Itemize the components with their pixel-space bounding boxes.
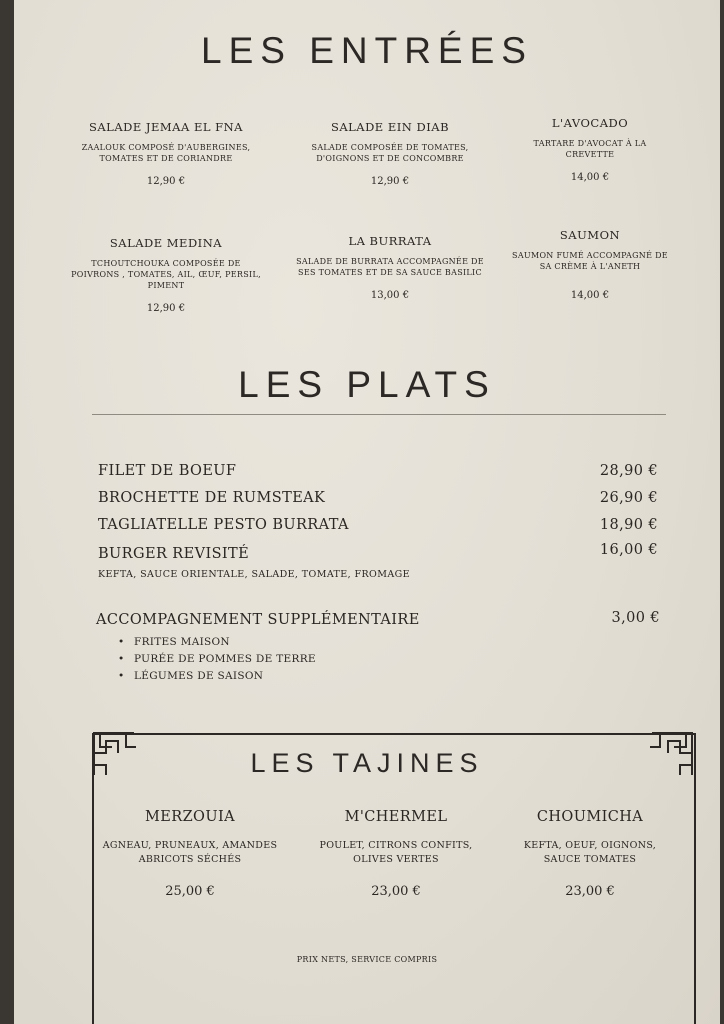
tajine-price: 23,00 € <box>565 884 615 899</box>
tajine-name: M'CHERMEL <box>344 809 448 825</box>
tajine-desc-line: ABRICOTS SÉCHÉS <box>138 854 242 865</box>
entree-item <box>490 228 690 301</box>
entree-item <box>290 234 490 301</box>
entree-desc: ZAALOUK COMPOSÉ D'AUBERGINES, TOMATES ET DE CORIANDRE <box>81 143 251 163</box>
extra-options <box>118 636 316 687</box>
entrees-title: LES ENTRÉES <box>201 30 533 71</box>
plats-title: LES PLATS <box>238 364 496 405</box>
plat-price: 26,90 € <box>599 490 658 506</box>
tajine-desc <box>90 839 290 867</box>
entree-desc: SALADE COMPOSÉE DE TOMATES, D'OIGNONS ET DE CONCOMBRE <box>311 143 469 163</box>
plat-name: BROCHETTE DE RUMSTEAK <box>98 490 326 506</box>
tajine-item <box>490 809 690 899</box>
tajine-price: 25,00 € <box>165 884 215 899</box>
menu-page <box>14 0 720 1024</box>
entree-name: SALADE MEDINA <box>109 236 223 250</box>
entree-item <box>66 120 266 187</box>
plat-price: 16,00 € <box>599 542 658 558</box>
entree-price: 12,90 € <box>370 176 410 187</box>
entree-name: LA BURRATA <box>348 234 432 248</box>
entree-price: 14,00 € <box>570 172 610 183</box>
entree-price: 14,00 € <box>570 290 610 301</box>
plat-price: 18,90 € <box>599 517 658 533</box>
extra-name: ACCOMPAGNEMENT SUPPLÉMENTAIRE <box>96 612 420 628</box>
tajine-desc <box>296 839 496 867</box>
entree-item <box>490 116 690 183</box>
extra-item <box>96 612 666 628</box>
list-item: • FRITES MAISON <box>118 636 316 653</box>
entree-desc: SALADE DE BURRATA ACCOMPAGNÉE DE SES TOMATES ET DE SA SAUCE BASILIC <box>296 257 484 277</box>
entree-item <box>290 120 490 187</box>
entree-name: SAUMON <box>559 228 621 242</box>
plat-name: BURGER REVISITÉ <box>98 546 250 562</box>
list-item: • PURÉE DE POMMES DE TERRE <box>118 653 316 670</box>
tajine-desc-line: KEFTA, OEUF, OIGNONS, <box>523 840 657 851</box>
plat-item <box>98 490 668 506</box>
tajine-item <box>90 809 290 899</box>
tajine-desc-line: POULET, CITRONS CONFITS, <box>319 840 473 851</box>
plat-price: 28,90 € <box>599 463 658 479</box>
tajine-name: CHOUMICHA <box>536 809 644 825</box>
entree-price: 13,00 € <box>370 290 410 301</box>
tajines-title: LES TAJINES <box>250 748 484 778</box>
plat-item <box>98 463 668 479</box>
plat-item <box>98 517 668 533</box>
entree-name: L'AVOCADO <box>551 116 629 130</box>
extra-price: 3,00 € <box>611 610 660 626</box>
entree-desc: TARTARE D'AVOCAT À LA CREVETTE <box>533 139 647 159</box>
tajine-name: MERZOUIA <box>145 809 235 825</box>
tajine-price: 23,00 € <box>371 884 421 899</box>
plat-item <box>98 542 668 562</box>
tajine-desc-line: AGNEAU, PRUNEAUX, AMANDES <box>102 840 278 851</box>
entree-item <box>66 236 266 314</box>
tajine-desc <box>490 839 690 867</box>
entree-desc: SAUMON FUMÉ ACCOMPAGNÉ DE SA CRÈME À L'ANETH <box>512 251 668 271</box>
divider <box>92 414 666 415</box>
list-item: • LÉGUMES DE SAISON <box>118 670 316 687</box>
tajine-item <box>296 809 496 899</box>
entree-price: 12,90 € <box>146 176 186 187</box>
footer-note: PRIX NETS, SERVICE COMPRIS <box>296 955 438 964</box>
plat-desc: KEFTA, SAUCE ORIENTALE, SALADE, TOMATE, FROMAGE <box>98 569 410 580</box>
plat-name: TAGLIATELLE PESTO BURRATA <box>98 517 349 533</box>
plat-name: FILET DE BOEUF <box>98 463 237 479</box>
entree-name: SALADE JEMAA EL FNA <box>89 120 243 134</box>
entree-name: SALADE EIN DIAB <box>330 120 450 134</box>
entree-price: 12,90 € <box>146 303 186 314</box>
tajine-desc-line: SAUCE TOMATES <box>543 854 637 865</box>
tajine-desc-line: OLIVES VERTES <box>353 854 439 865</box>
entree-desc: TCHOUTCHOUKA COMPOSÉE DE POIVRONS , TOMATES, AIL, ŒUF, PERSIL, PIMENT <box>71 259 261 290</box>
